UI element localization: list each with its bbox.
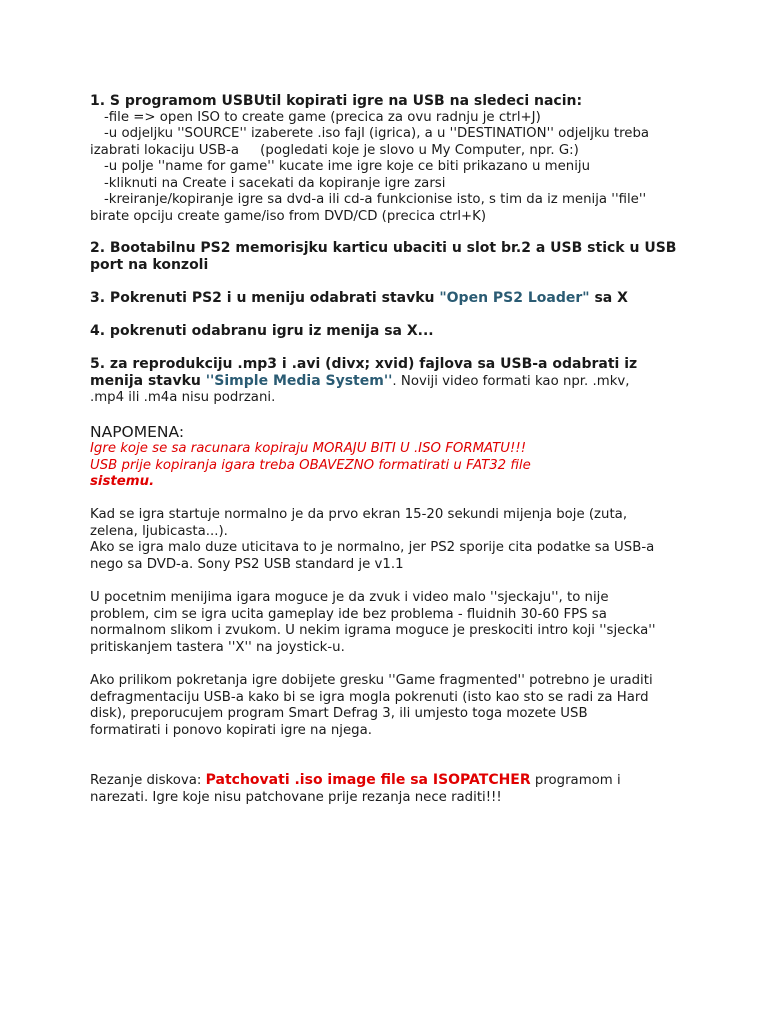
step-1-line-5a: -kreiranje/kopiranje igre sa dvd-a ili cd-a funkcionise isto, s tim da iz menija ''file'' (104, 192, 647, 207)
note-section (90, 423, 690, 491)
step-1-line-1: -file => open ISO to create game (precica za ovu radnju je ctrl+J) (104, 109, 541, 125)
paragraph-1-line-1: Kad se igra startuje normalno je da prvo ekran 15-20 sekundi mijenja boje (zuta, (90, 507, 628, 522)
paragraph-4-suffix: programom i (530, 773, 621, 788)
paragraph-1-line-2: zelena, ljubicasta...). (90, 523, 228, 539)
paragraph-4-prefix: Rezanje diskova: (90, 773, 206, 788)
step-5-line-2-bold: menija stavku (90, 372, 206, 389)
paragraph-4 (90, 772, 690, 806)
isopatcher-highlight: Patchovati .iso image file sa ISOPATCHER (205, 772, 531, 788)
step-3 (90, 290, 690, 307)
paragraph-4-line-2: narezati. Igre koje nisu patchovane prije rezanja nece raditi!!! (90, 789, 502, 805)
paragraph-2-line-3: normalnom slikom i zvukom. U nekim igrama moguce je preskociti intro koji ''sjecka'' (90, 623, 656, 638)
open-ps2-loader-highlight: "Open PS2 Loader" (439, 290, 590, 306)
step-1-line-2a: -u odjeljku ''SOURCE'' izaberete .iso fajl (igrica), a u ''DESTINATION'' odjeljku treba (104, 126, 650, 141)
step-3-prefix: 3. Pokrenuti PS2 i u meniju odabrati stavku (90, 290, 440, 306)
paragraph-3-line-4: formatirati i ponovo kopirati igre na njega. (90, 722, 372, 738)
note-line-1-pre: Igre koje se sa racunara kopiraju (90, 441, 313, 456)
step-3-suffix: sa X (589, 290, 628, 306)
step-2-line-2: port na konzoli (90, 256, 209, 273)
paragraph-3-line-2: defragmentaciju USB-a kako bi se igra mogla pokrenuti (isto kao sto se radi za Hard (90, 689, 649, 705)
step-5-line-2 (90, 373, 690, 391)
paragraph-2 (90, 590, 690, 656)
note-line-3: sistemu. (90, 474, 155, 489)
step-3-line (90, 290, 690, 307)
step-1-line-2b: izabrati lokaciju USB-a (pogledati koje je slovo u My Computer, npr. G:) (90, 142, 579, 158)
note-line-1-em: MORAJU BITI U .ISO FORMATU!!! (312, 441, 527, 456)
step-1-line-4: -kliknuti na Create i sacekati da kopiranje igre zarsi (104, 175, 446, 191)
step-5-line-3: .mp4 ili .m4a nisu podrzani. (90, 390, 276, 405)
paragraph-2-line-2: problem, cim se igra ucita gameplay ide bez problema - fluidnih 30-60 FPS sa (90, 606, 607, 622)
note-line-2-pre: USB prije kopiranja igara treba (90, 457, 300, 473)
simple-media-system-highlight: ''Simple Media System'' (205, 372, 393, 389)
paragraph-4-line-1 (90, 772, 690, 790)
paragraph-3 (90, 673, 690, 739)
paragraph-1-line-3: Ako se igra malo duze uticitava to je normalno, jer PS2 sporije cita podatke sa USB-a (90, 540, 655, 555)
paragraph-1 (90, 507, 690, 573)
step-2 (90, 240, 690, 273)
paragraph-3-line-3: disk), preporucujem program Smart Defrag 3, ili umjesto toga mozete USB (90, 706, 588, 721)
note-heading: NAPOMENA: (90, 423, 185, 441)
note-line-2 (90, 458, 690, 475)
step-4-line: 4. pokrenuti odabranu igru iz menija sa X... (90, 323, 434, 339)
paragraph-2-line-4: pritiskanjem tastera ''X'' na joystick-u. (90, 639, 345, 655)
step-5-line-1: 5. za reprodukciju .mp3 i .avi (divx; xvid) fajlova sa USB-a odabrati iz (90, 356, 638, 372)
step-1-title: 1. S programom USBUtil kopirati igre na USB na sledeci nacin: (90, 93, 583, 109)
step-5-line-2-rest: . Noviji video formati kao npr. .mkv, (392, 373, 630, 389)
step-1-line-3: -u polje ''name for game'' kucate ime igre koje ce biti prikazano u meniju (104, 159, 591, 174)
step-1-line-5b: birate opciju create game/iso from DVD/CD (precica ctrl+K) (90, 208, 487, 224)
step-1 (90, 93, 690, 225)
paragraph-1-line-4: nego sa DVD-a. Sony PS2 USB standard je v1.1 (90, 556, 404, 572)
note-line-2-em: OBAVEZNO formatirati u FAT32 file (299, 457, 531, 473)
step-4 (90, 323, 690, 340)
paragraph-3-line-1: Ako prilikom pokretanja igre dobijete gresku ''Game fragmented'' potrebno je uraditi (90, 673, 653, 688)
paragraph-2-line-1: U pocetnim menijima igara moguce je da zvuk i video malo ''sjeckaju'', to nije (90, 590, 609, 605)
step-2-line-1: 2. Bootabilnu PS2 memorisjku karticu ubaciti u slot br.2 a USB stick u USB (90, 240, 677, 256)
step-5 (90, 356, 690, 407)
note-line-1 (90, 441, 690, 458)
